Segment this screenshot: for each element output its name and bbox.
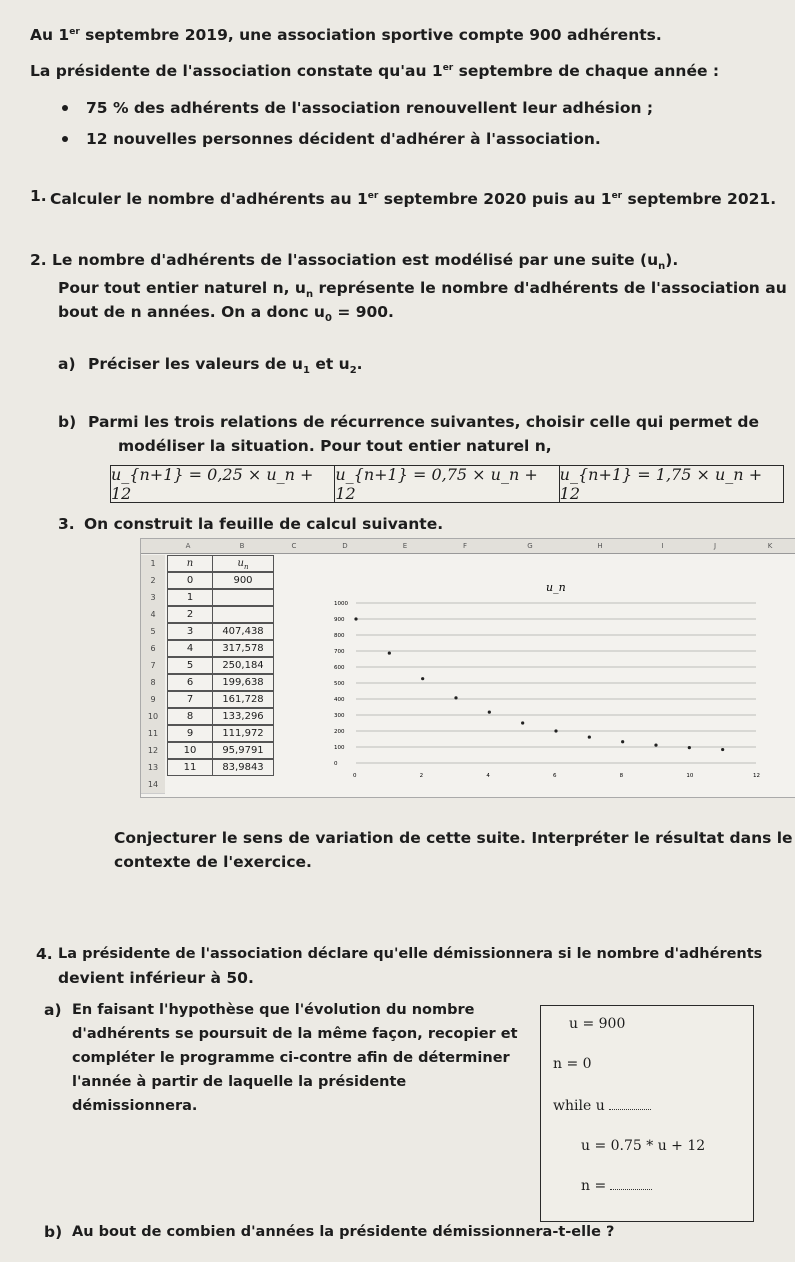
row-number-5: 5 xyxy=(141,623,165,641)
q4-line-1: La présidente de l'association déclare qu'elle démissionnera si le nombre d'adhérents xyxy=(58,946,763,962)
chart-x-tick-label: 2 xyxy=(419,773,424,779)
program-box xyxy=(540,1005,754,1222)
intro-line-1: Au 1er septembre 2019, une association sportive compte 900 adhérents. xyxy=(30,26,662,45)
row-number-10: 10 xyxy=(141,708,165,726)
cell-u-value[interactable]: 317,578 xyxy=(212,640,274,657)
chart-point xyxy=(388,651,391,654)
cell-n-value[interactable]: 5 xyxy=(167,657,213,674)
chart-grid xyxy=(356,603,756,763)
spreadsheet xyxy=(140,538,795,798)
row-number-13: 13 xyxy=(141,759,165,777)
chart-y-tick-label: 500 xyxy=(334,681,345,687)
chart-y-tick-label: 1000 xyxy=(334,601,348,607)
program-line-3: while u xyxy=(553,1098,651,1114)
cell-u-value[interactable]: 83,9843 xyxy=(212,759,274,776)
cell-n-value[interactable]: 11 xyxy=(167,759,213,776)
q2b-line-1: Parmi les trois relations de récurrence suivantes, choisir celle qui permet de xyxy=(88,413,760,431)
q2-line-2: Pour tout entier naturel n, $u_n$ représente le nombre d'adhérents de l'association au xyxy=(58,279,787,301)
chart-point xyxy=(588,735,591,738)
chart-x-tick-label: 4 xyxy=(486,773,490,779)
col-header-e: E xyxy=(375,539,436,554)
row-number-14: 14 xyxy=(141,776,165,794)
cell-n-value[interactable]: 2 xyxy=(167,606,213,623)
intro-line-2: La présidente de l'association constate qu'au 1er septembre de chaque année : xyxy=(30,62,720,81)
bullet-2: 12 nouvelles personnes décident d'adhérer à l'association. xyxy=(86,130,601,148)
row-number-2: 2 xyxy=(141,572,165,590)
col-header-j: J xyxy=(690,539,741,554)
q4b-label: b) xyxy=(44,1223,63,1241)
q2a-text: Préciser les valeurs de $u_1$ et $u_2$. xyxy=(88,355,363,377)
row-number-8: 8 xyxy=(141,674,165,692)
q2a-label: a) xyxy=(58,355,76,373)
q4b-text: Au bout de combien d'années la présidente démissionnera-t-elle ? xyxy=(72,1224,615,1240)
q2b-line-2: modéliser la situation. Pour tout entier naturel n, xyxy=(118,437,552,455)
cell-u-value[interactable]: 199,638 xyxy=(212,674,274,691)
bullet-dot-1 xyxy=(62,105,68,111)
col-header-c: C xyxy=(273,539,316,554)
chart-title: u_n xyxy=(546,581,566,594)
chart-y-tick-label: 100 xyxy=(334,745,345,751)
program-line-2: n = 0 xyxy=(553,1056,592,1072)
row-number-7: 7 xyxy=(141,657,165,675)
row-number-11: 11 xyxy=(141,725,165,743)
chart-y-tick-label: 700 xyxy=(334,649,345,655)
chart-x-tick-label: 8 xyxy=(619,773,624,779)
q4-line-2: devient inférieur à 50. xyxy=(58,969,254,987)
chart-y-tick-label: 900 xyxy=(334,617,345,623)
chart-x-tick-label: 10 xyxy=(686,773,694,779)
q2-line-1: Le nombre d'adhérents de l'association est modélisé par une suite $(u_n)$. xyxy=(52,251,679,273)
chart-y-tick-label: 800 xyxy=(334,633,345,639)
q4a-line-3: compléter le programme ci-contre afin de déterminer xyxy=(72,1050,510,1066)
relation-option-1: u_{n+1} = 0,25 × u_n + 12 xyxy=(111,466,335,502)
col-header-g: G xyxy=(495,539,566,554)
chart-y-tick-label: 600 xyxy=(334,665,345,671)
cell-u-value[interactable] xyxy=(212,606,274,623)
corner-cell xyxy=(141,539,166,554)
chart-x-tick-label: 6 xyxy=(553,773,557,779)
q2-line-3: bout de n années. On a donc $u_0 = 900$. xyxy=(58,303,394,325)
col-header-i: I xyxy=(635,539,691,554)
bullet-1: 75 % des adhérents de l'association renouvellent leur adhésion ; xyxy=(86,99,654,117)
row-number-6: 6 xyxy=(141,640,165,658)
chart-x-tick-label: 12 xyxy=(753,773,760,779)
chart-point xyxy=(454,696,457,699)
cell-u-value[interactable]: 161,728 xyxy=(212,691,274,708)
chart-y-tick-label: 200 xyxy=(334,729,345,735)
cell-n-value[interactable]: 1 xyxy=(167,589,213,606)
cell-u-value[interactable]: 407,438 xyxy=(212,623,274,640)
cell-n-value[interactable]: 0 xyxy=(167,572,213,589)
row-number-9: 9 xyxy=(141,691,165,709)
col-header-k: K xyxy=(740,539,795,554)
cell-n-value[interactable]: 3 xyxy=(167,623,213,640)
cell-n-value[interactable]: 9 xyxy=(167,725,213,742)
cell-n-value[interactable]: 10 xyxy=(167,742,213,759)
cell-n-value[interactable]: 8 xyxy=(167,708,213,725)
q4a-label: a) xyxy=(44,1001,62,1019)
chart-point xyxy=(521,721,524,724)
cell-n-value[interactable]: 6 xyxy=(167,674,213,691)
chart-point xyxy=(654,743,657,746)
cell-u-value[interactable]: 250,184 xyxy=(212,657,274,674)
n-update-blank[interactable] xyxy=(610,1179,652,1190)
q1-text: Calculer le nombre d'adhérents au 1er septembre 2020 puis au 1er septembre 2021. xyxy=(50,190,777,209)
q3-conjecture-line-1: Conjecturer le sens de variation de cette suite. Interpréter le résultat dans le xyxy=(114,829,793,847)
chart-x-tick-labels xyxy=(353,773,760,779)
q3-number: 3. xyxy=(58,515,75,533)
col-header-h: H xyxy=(565,539,636,554)
col-header-b: B xyxy=(211,539,274,554)
q2-number: 2. xyxy=(30,251,47,269)
bullet-dot-2 xyxy=(62,136,68,142)
chart-y-tick-label: 400 xyxy=(334,697,345,703)
chart-point xyxy=(354,617,357,620)
q4a-line-4: l'année à partir de laquelle la présidente xyxy=(72,1074,407,1090)
q4a-line-1: En faisant l'hypothèse que l'évolution du nombre xyxy=(72,1002,475,1018)
relation-option-2: u_{n+1} = 0,75 × u_n + 12 xyxy=(335,466,559,502)
chart-point xyxy=(688,746,691,749)
row-number-4: 4 xyxy=(141,606,165,624)
cell-u-value[interactable]: 111,972 xyxy=(212,725,274,742)
chart-y-tick-labels xyxy=(334,601,348,767)
cell-u-value[interactable]: 95,9791 xyxy=(212,742,274,759)
cell-u-value[interactable] xyxy=(212,589,274,606)
chart-x-tick-label: 0 xyxy=(353,773,357,779)
program-line-5: n = xyxy=(581,1178,652,1194)
chart-point xyxy=(421,677,424,680)
q1-number: 1. xyxy=(30,187,47,205)
chart-y-tick-label: 300 xyxy=(334,713,345,719)
row-number-12: 12 xyxy=(141,742,165,760)
scatter-chart xyxy=(316,553,795,793)
col-header-d: D xyxy=(315,539,376,554)
while-condition-blank[interactable] xyxy=(609,1099,651,1110)
row-number-1: 1 xyxy=(141,555,165,573)
q4a-line-2: d'adhérents se poursuit de la même façon, recopier et xyxy=(72,1026,518,1042)
q4-number: 4. xyxy=(36,945,53,963)
cell-n-value[interactable]: 4 xyxy=(167,640,213,657)
recurrence-options-table xyxy=(110,465,784,503)
col-header-f: F xyxy=(435,539,496,554)
q3-text: On construit la feuille de calcul suivante. xyxy=(84,515,444,533)
chart-point xyxy=(721,748,724,751)
cell-u-value[interactable]: 900 xyxy=(212,572,274,589)
col-header-a: A xyxy=(165,539,212,554)
cell-header-n[interactable]: n xyxy=(167,555,213,572)
row-number-3: 3 xyxy=(141,589,165,607)
chart-point xyxy=(554,729,557,732)
program-line-1: u = 900 xyxy=(569,1016,626,1032)
chart-point xyxy=(488,711,491,714)
cell-n-value[interactable]: 7 xyxy=(167,691,213,708)
program-line-4: u = 0.75 * u + 12 xyxy=(581,1138,706,1154)
cell-u-value[interactable]: 133,296 xyxy=(212,708,274,725)
q2b-label: b) xyxy=(58,413,77,431)
q4a-line-5: démissionnera. xyxy=(72,1098,198,1114)
chart-y-tick-label: 0 xyxy=(334,761,338,767)
relation-option-3: u_{n+1} = 1,75 × u_n + 12 xyxy=(559,465,763,503)
chart-point xyxy=(621,740,624,743)
cell-header-u[interactable]: $u_n$ xyxy=(212,555,274,572)
q3-conjecture-line-2: contexte de l'exercice. xyxy=(114,853,312,871)
